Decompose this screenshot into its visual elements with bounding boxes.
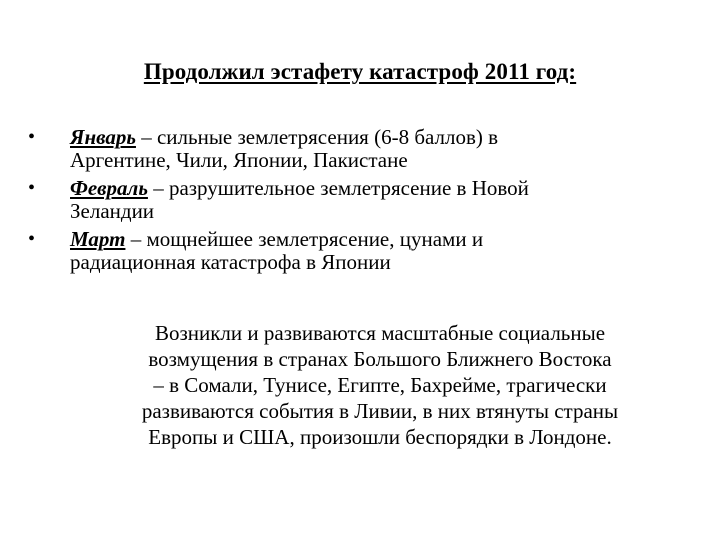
bullet-text-line2: радиационная катастрофа в Японии <box>70 249 391 274</box>
bullet-text-line1: – мощнейшее землетрясение, цунами и <box>125 227 484 251</box>
paragraph-line: возмущения в странах Большого Ближнего Востока <box>148 347 612 371</box>
paragraph-line: развиваются события в Ливии, в них втянуты страны <box>141 399 619 423</box>
bullet-marker: • <box>28 228 36 250</box>
bullet-list <box>26 126 676 279</box>
bullet-text-line2: Зеландии <box>70 198 155 223</box>
bullet-item-february <box>26 177 676 222</box>
bullet-text-line1: – сильные землетрясения (6-8 баллов) в <box>135 125 499 149</box>
bullet-marker: • <box>28 126 36 148</box>
bullet-text-line1: – разрушительное землетрясение в Новой <box>147 176 529 200</box>
bullet-month-label: Февраль <box>70 176 148 200</box>
summary-paragraph <box>70 320 690 450</box>
bullet-item-january <box>26 126 676 171</box>
bullet-item-march <box>26 228 676 273</box>
slide-title: Продолжил эстафету катастроф 2011 год: <box>143 59 577 84</box>
bullet-month-label: Март <box>70 227 126 251</box>
bullet-marker: • <box>28 177 36 199</box>
paragraph-line: Европы и США, произошли беспорядки в Лондоне. <box>148 425 612 449</box>
bullet-text-line2: Аргентине, Чили, Японии, Пакистане <box>70 147 408 172</box>
bullet-month-label: Январь <box>70 125 136 149</box>
paragraph-line: – в Сомали, Тунисе, Египте, Бахрейме, трагически <box>153 373 607 397</box>
paragraph-line: Возникли и развиваются масштабные социальные <box>154 321 606 345</box>
